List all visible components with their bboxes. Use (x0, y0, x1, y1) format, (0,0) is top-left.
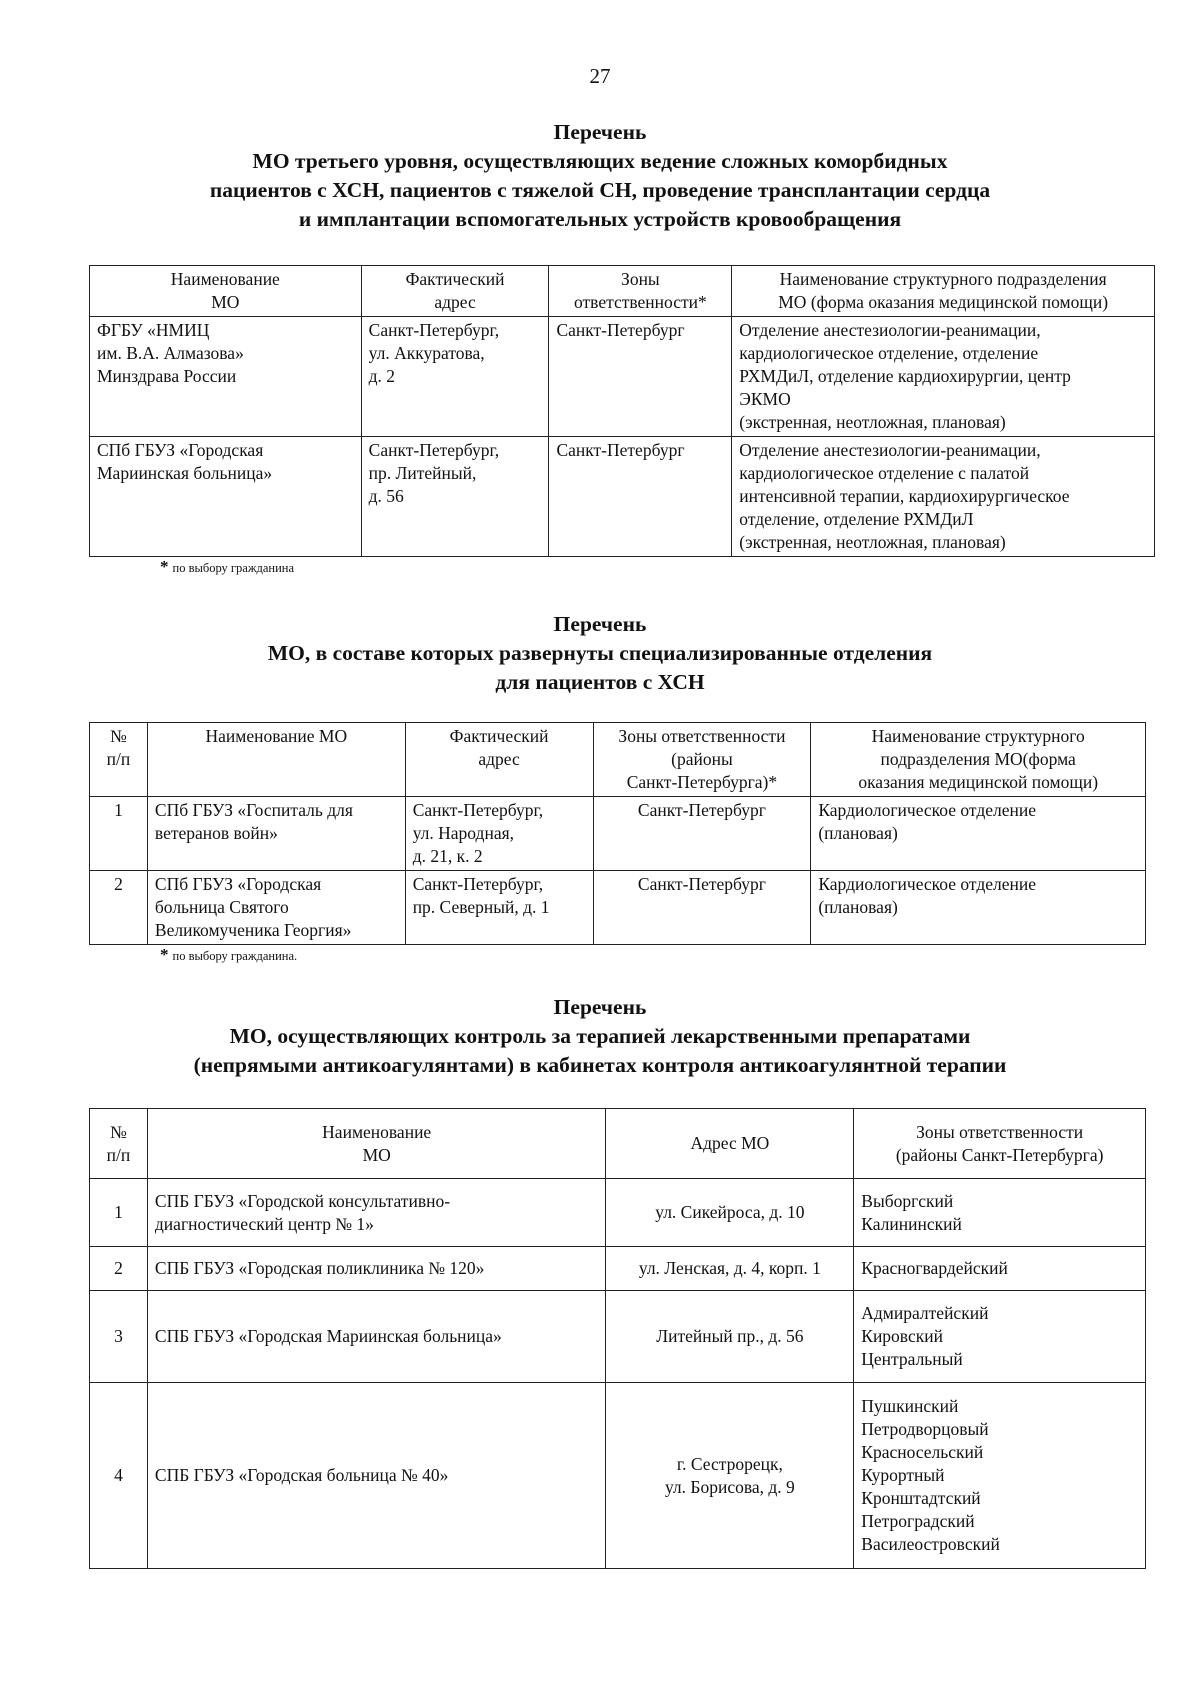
header-address: Фактический адрес (405, 723, 593, 797)
cell-zones: Выборгский Калининский (854, 1179, 1146, 1247)
cell-name: СПб ГБУЗ «Городская больница Святого Великомученика Георгия» (147, 871, 405, 945)
cell-num: 3 (90, 1291, 148, 1383)
table-header-row (90, 723, 1146, 797)
cell-address: Литейный пр., д. 56 (606, 1291, 854, 1383)
header-num: № п/п (90, 723, 148, 797)
footnote-text: по выбору гражданина. (172, 949, 298, 963)
cell-name: СПб ГБУЗ «Госпиталь для ветеранов войн» (147, 797, 405, 871)
cell-num: 2 (90, 1247, 148, 1291)
section3-title (0, 993, 1200, 1080)
footnote (160, 945, 297, 965)
footnote (160, 557, 294, 577)
table-row (90, 1179, 1146, 1247)
cell-unit: Отделение анестезиологии-реанимации, кардиологическое отделение с палатой интенсивной терапии, кардиохирургическое отделение, отделение РХМДиЛ (экстренная, неотложная, плановая) (732, 437, 1155, 557)
cell-address: Санкт-Петербург, пр. Литейный, д. 56 (361, 437, 549, 557)
header-zone: Зоны ответственности (районы Санкт-Петербурга)* (593, 723, 811, 797)
cell-name: СПб ГБУЗ «Городская Мариинская больница» (90, 437, 362, 557)
header-zone: Зоны ответственности (районы Санкт-Петербурга) (854, 1109, 1146, 1179)
table-row (90, 1383, 1146, 1569)
footnote-text: по выбору гражданина (172, 561, 295, 575)
table-header-row (90, 1109, 1146, 1179)
title-line: Перечень (553, 120, 647, 144)
cell-address: Санкт-Петербург, ул. Аккуратова, д. 2 (361, 317, 549, 437)
title-line: (непрямыми антикоагулянтами) в кабинетах контроля антикоагулянтной терапии (193, 1053, 1007, 1077)
header-address: Фактический адрес (361, 266, 549, 317)
cell-unit: Отделение анестезиологии-реанимации, кардиологическое отделение, отделение РХМДиЛ, отделение кардиохирургии, центр ЭКМО (экстренная, неотложная, плановая) (732, 317, 1155, 437)
title-line: и имплантации вспомогательных устройств кровообращения (298, 207, 902, 231)
cell-name: СПБ ГБУЗ «Городская больница № 40» (147, 1383, 606, 1569)
cell-name: СПБ ГБУЗ «Городская поликлиника № 120» (147, 1247, 606, 1291)
header-num: № п/п (90, 1109, 148, 1179)
header-unit: Наименование структурного подразделения МО(форма оказания медицинской помощи) (811, 723, 1146, 797)
cell-address: Санкт-Петербург, пр. Северный, д. 1 (405, 871, 593, 945)
title-line: МО третьего уровня, осуществляющих ведение сложных коморбидных (252, 149, 948, 173)
cell-unit: Кардиологическое отделение (плановая) (811, 871, 1146, 945)
title-line: МО, в составе которых развернуты специализированные отделения (267, 641, 933, 665)
cell-name: ФГБУ «НМИЦ им. В.А. Алмазова» Минздрава России (90, 317, 362, 437)
cell-name: СПБ ГБУЗ «Городской консультативно- диагностический центр № 1» (147, 1179, 606, 1247)
title-line: Перечень (553, 612, 647, 636)
cell-zone: Санкт-Петербург (549, 437, 732, 557)
cell-num: 4 (90, 1383, 148, 1569)
footnote-star: * (160, 557, 169, 576)
title-line: для пациентов с ХСН (495, 670, 705, 694)
table-row (90, 1291, 1146, 1383)
table-row (90, 437, 1155, 557)
header-unit: Наименование структурного подразделения МО (форма оказания медицинской помощи) (732, 266, 1155, 317)
table-anticoagulant-control (89, 1108, 1146, 1569)
header-address: Адрес МО (606, 1109, 854, 1179)
table-specialized-departments (89, 722, 1146, 945)
page-number: 27 (589, 64, 611, 88)
table-row (90, 871, 1146, 945)
cell-address: г. Сестрорецк, ул. Борисова, д. 9 (606, 1383, 854, 1569)
table-row (90, 317, 1155, 437)
title-line: Перечень (553, 995, 647, 1019)
header-zone: Зоны ответственности* (549, 266, 732, 317)
footnote-star: * (160, 945, 169, 964)
cell-zones: Красногвардейский (854, 1247, 1146, 1291)
cell-address: ул. Ленская, д. 4, корп. 1 (606, 1247, 854, 1291)
table-header-row (90, 266, 1155, 317)
table-row (90, 797, 1146, 871)
table-row (90, 1247, 1146, 1291)
cell-zone: Санкт-Петербург (593, 797, 811, 871)
table-third-level-mo (89, 265, 1155, 557)
cell-zones: Адмиралтейский Кировский Центральный (854, 1291, 1146, 1383)
cell-address: Санкт-Петербург, ул. Народная, д. 21, к. 2 (405, 797, 593, 871)
cell-num: 1 (90, 1179, 148, 1247)
cell-zones: Пушкинский Петродворцовый Красносельский Курортный Кронштадтский Петроградский Василеостровский (854, 1383, 1146, 1569)
cell-zone: Санкт-Петербург (549, 317, 732, 437)
title-line: пациентов с ХСН, пациентов с тяжелой СН, проведение трансплантации сердца (209, 178, 991, 202)
cell-zone: Санкт-Петербург (593, 871, 811, 945)
cell-address: ул. Сикейроса, д. 10 (606, 1179, 854, 1247)
header-name: Наименование МО (147, 723, 405, 797)
title-line: МО, осуществляющих контроль за терапией лекарственными препаратами (229, 1024, 971, 1048)
header-name: Наименование МО (90, 266, 362, 317)
section2-title (0, 610, 1200, 697)
section1-title (0, 118, 1200, 234)
cell-num: 2 (90, 871, 148, 945)
cell-unit: Кардиологическое отделение (плановая) (811, 797, 1146, 871)
cell-name: СПБ ГБУЗ «Городская Мариинская больница» (147, 1291, 606, 1383)
cell-num: 1 (90, 797, 148, 871)
header-name: Наименование МО (147, 1109, 606, 1179)
